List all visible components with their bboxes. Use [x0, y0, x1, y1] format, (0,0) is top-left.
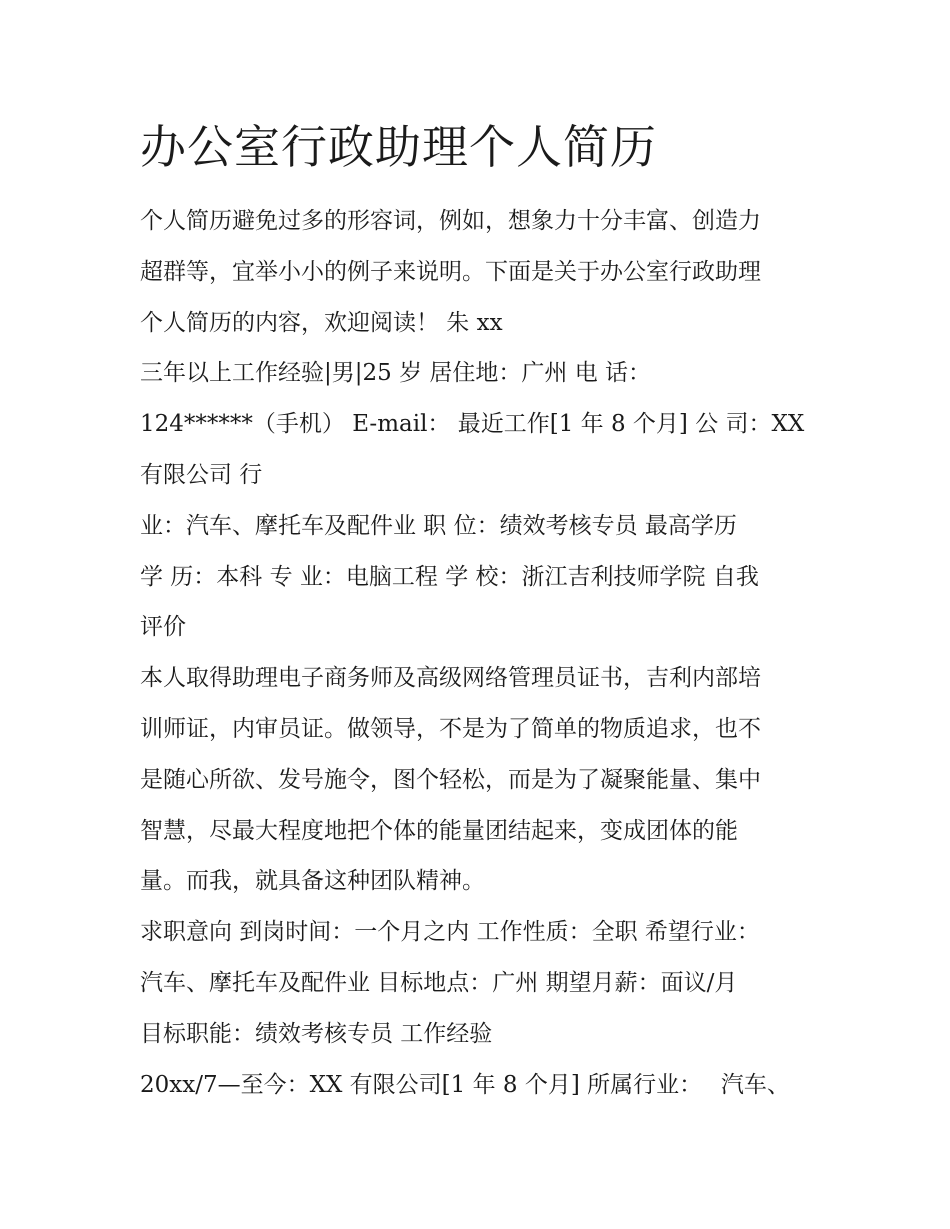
body-line: 汽车、摩托车及配件业 目标地点：广州 期望月薪：面议/月 [140, 969, 738, 996]
body-line: 学 历：本科 专 业：电脑工程 学 校：浙江吉利技师学院 自我 [140, 563, 759, 590]
body-line: 评价 [140, 614, 186, 641]
body-line: 目标职能：绩效考核专员 工作经验 [140, 1020, 493, 1047]
body-line: 超群等，宜举小小的例子来说明。下面是关于办公室行政助理 [140, 258, 761, 285]
body-line: 是随心所欲、发号施令，图个轻松，而是为了凝聚能量、集中 [140, 766, 761, 793]
document-title: 办公室行政助理个人简历 [140, 120, 657, 174]
body-line: 有限公司 行 [140, 461, 263, 488]
body-line: 个人简历避免过多的形容词，例如，想象力十分丰富、创造力 [140, 208, 761, 234]
body-line: 本人取得助理电子商务师及高级网络管理员证书，吉利内部培 [140, 665, 761, 692]
body-line: 业：汽车、摩托车及配件业 职 位：绩效考核专员 最高学历 [140, 512, 737, 539]
body-line: 训师证，内审员证。做领导，不是为了简单的物质追求，也不 [140, 715, 761, 742]
body-line: 20xx/7—至今：XX 有限公司[1 年 8 个月] 所属行业： 汽车、 [140, 1071, 790, 1098]
body-line: 求职意向 到岗时间：一个月之内 工作性质：全职 希望行业： [140, 919, 760, 946]
body-line: 智慧，尽最大程度地把个体的能量团结起来，变成团体的能 [140, 817, 738, 844]
body-line: 量。而我，就具备这种团队精神。 [140, 868, 485, 895]
document-body [140, 196, 820, 1110]
body-line: 124******（手机） E-mail： 最近工作[1 年 8 个月] 公 司：XX [140, 411, 805, 438]
body-line: 个人简历的内容，欢迎阅读！ 朱 xx [140, 309, 503, 336]
body-line: 三年以上工作经验|男|25 岁 居住地：广州 电 话： [140, 360, 652, 387]
